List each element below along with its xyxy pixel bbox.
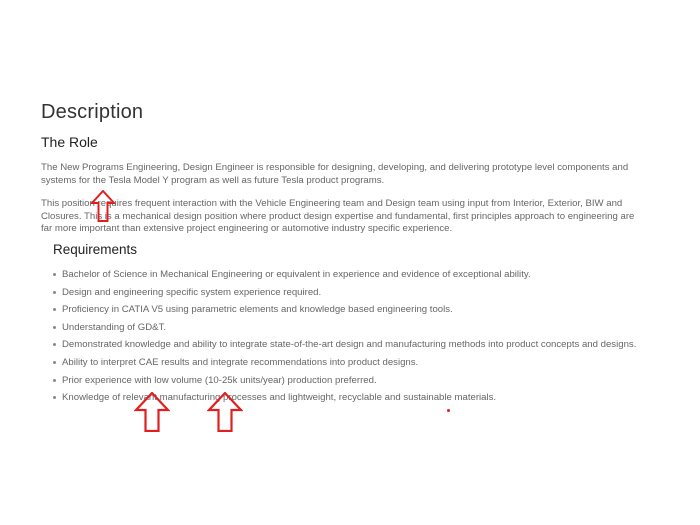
bullet-icon — [53, 273, 56, 276]
role-heading: The Role — [41, 134, 98, 150]
requirement-text: Understanding of GD&T. — [62, 321, 166, 333]
list-item — [53, 322, 653, 340]
bullet-icon — [53, 379, 56, 382]
up-arrow-annotation-icon — [90, 190, 116, 222]
list-item — [53, 304, 653, 322]
requirements-heading: Requirements — [53, 242, 138, 257]
up-arrow-annotation-icon — [207, 392, 243, 432]
bullet-icon — [53, 291, 56, 294]
up-arrow-annotation-icon — [134, 392, 170, 432]
role-paragraph-1: The New Programs Engineering, Design Engineer is responsible for designing, developing, and delivering prototype level components and systems for the Tesla Model Y program as well as future Tesla product programs. — [41, 162, 629, 186]
bullet-icon — [53, 326, 56, 329]
list-item — [53, 375, 653, 393]
description-title: Description — [41, 101, 144, 123]
requirement-text: Proficiency in CATIA V5 using parametric elements and knowledge based engineering tools. — [62, 304, 453, 316]
list-item — [53, 287, 653, 305]
list-item — [53, 269, 653, 287]
list-item — [53, 357, 653, 375]
requirement-text: Ability to interpret CAE results and integrate recommendations into product designs. — [62, 356, 419, 368]
bullet-icon — [53, 361, 56, 364]
requirement-text: Demonstrated knowledge and ability to integrate state-of-the-art design and manufacturing methods into product concepts and designs. — [62, 339, 637, 351]
bullet-icon — [53, 396, 56, 399]
red-dot-annotation — [447, 409, 450, 412]
bullet-icon — [53, 308, 56, 311]
requirement-text: Knowledge of relevant manufacturing processes and lightweight, recyclable and sustainable materials. — [62, 392, 497, 404]
requirement-text: Design and engineering specific system experience required. — [62, 286, 322, 298]
requirement-text: Bachelor of Science in Mechanical Engineering or equivalent in experience and evidence of exceptional ability. — [62, 269, 531, 280]
requirements-list — [53, 269, 653, 410]
requirement-text: Prior experience with low volume (10-25k units/year) production preferred. — [62, 374, 377, 386]
role-paragraph-2: This position requires frequent interaction with the Vehicle Engineering team and Design team using input from Interior, Exterior, BIW and Closures. This is a mechanical design position where product design expertise and fundamental, first principles approach to engineering are far more important than extensive project engineering or automotive industry specific experience. — [41, 198, 635, 234]
bullet-icon — [53, 343, 56, 346]
list-item — [53, 339, 653, 357]
